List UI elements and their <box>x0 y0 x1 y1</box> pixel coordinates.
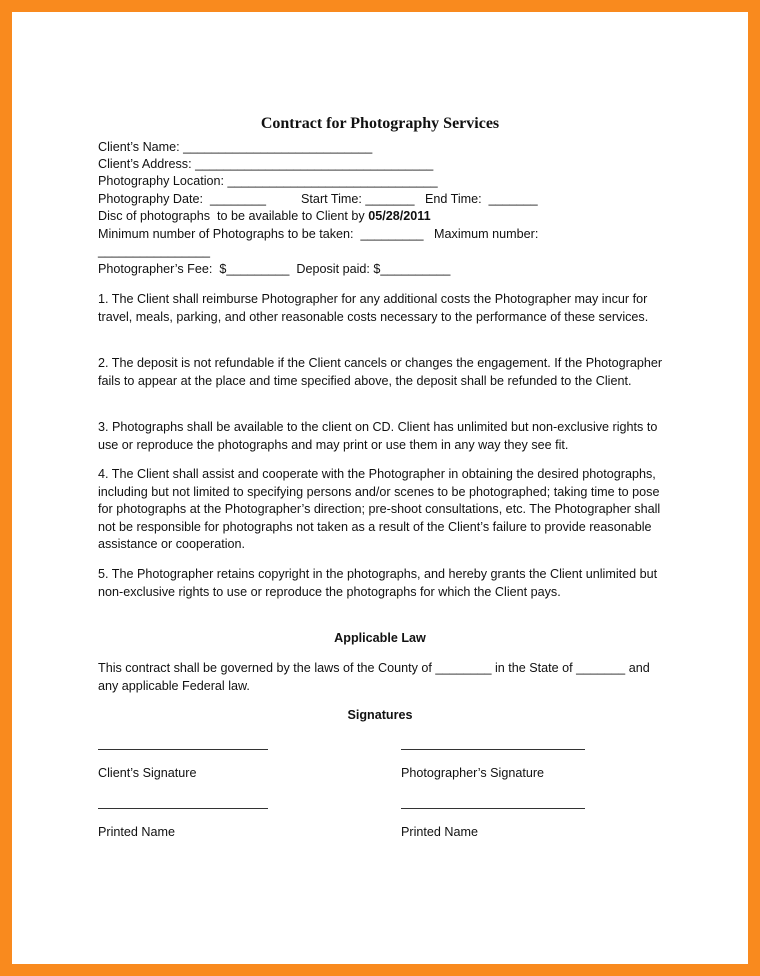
clause-4-text: 4. The Client shall assist and cooperate with the Photographer in obtaining the desired photographs, including but not limited to specifying persons and/or scenes to be photographed; taking time to pose for photographs at the Photographer’s direction; pre-shoot consultations, etc. The Photographer shall not be responsible for photographs not taken as a result of the Client’s failure to provide reasonable assistance or cooperation. <box>98 467 661 551</box>
client-printed-name-line <box>98 808 268 809</box>
photographer-signature-line <box>401 749 585 750</box>
clause-1-text: 1. The Client shall reimburse Photographer for any additional costs the Photographer may incur for travel, meals, parking, and other reasonable costs necessary to the performance of these services. <box>98 292 649 324</box>
date-time-field: Photography Date: ________ Start Time: _______ End Time: _______ <box>98 192 538 206</box>
client-name-field: Client’s Name: ___________________________ <box>98 140 373 154</box>
disc-delivery-line <box>98 208 431 226</box>
clause-5-text: 5. The Photographer retains copyright in the photographs, and hereby grants the Client unlimited but non-exclusive rights to use or reproduce the photographs for which the Client pays. <box>98 567 658 599</box>
client-signature-line <box>98 749 268 750</box>
signatures-heading: Signatures <box>347 708 413 722</box>
client-printed-name-label: Printed Name <box>98 825 175 839</box>
maximum-number-blank: ________________ <box>98 244 211 258</box>
contract-page <box>12 12 748 964</box>
clause-5 <box>98 566 673 601</box>
applicable-law-heading: Applicable Law <box>334 631 426 645</box>
client-address-field: Client’s Address: __________________________________ <box>98 157 434 171</box>
fee-deposit-field: Photographer’s Fee: $_________ Deposit paid: $__________ <box>98 262 451 276</box>
clause-2-text: 2. The deposit is not refundable if the Client cancels or changes the engagement. If the Photographer fails to appear at the place and time specified above, the deposit shall be refunded to the Client. <box>98 356 663 388</box>
document-title: Contract for Photography Services <box>260 115 500 132</box>
clause-4 <box>98 466 673 554</box>
applicable-law-paragraph <box>98 660 673 695</box>
clause-3 <box>98 419 673 454</box>
client-signature-label: Client’s Signature <box>98 766 197 780</box>
applicable-law-text: This contract shall be governed by the laws of the County of ________ in the State of _______ and any applicable Federal law. <box>98 661 650 693</box>
photographer-printed-name-label: Printed Name <box>401 825 478 839</box>
photographer-printed-name-line <box>401 808 585 809</box>
photography-location-field: Photography Location: ______________________________ <box>98 174 438 188</box>
min-max-photographs-field: Minimum number of Photographs to be taken: _________ Maximum number: <box>98 227 539 241</box>
photographer-signature-label: Photographer’s Signature <box>401 766 545 780</box>
disc-delivery-text: Disc of photographs to be available to Client by <box>98 209 369 223</box>
clause-2 <box>98 355 673 390</box>
clause-3-text: 3. Photographs shall be available to the client on CD. Client has unlimited but non-exclusive rights to use or reproduce the photographs and may print or use them in any way they see fit. <box>98 420 658 452</box>
disc-delivery-date: 05/28/2011 <box>368 209 431 223</box>
clause-1 <box>98 291 673 326</box>
